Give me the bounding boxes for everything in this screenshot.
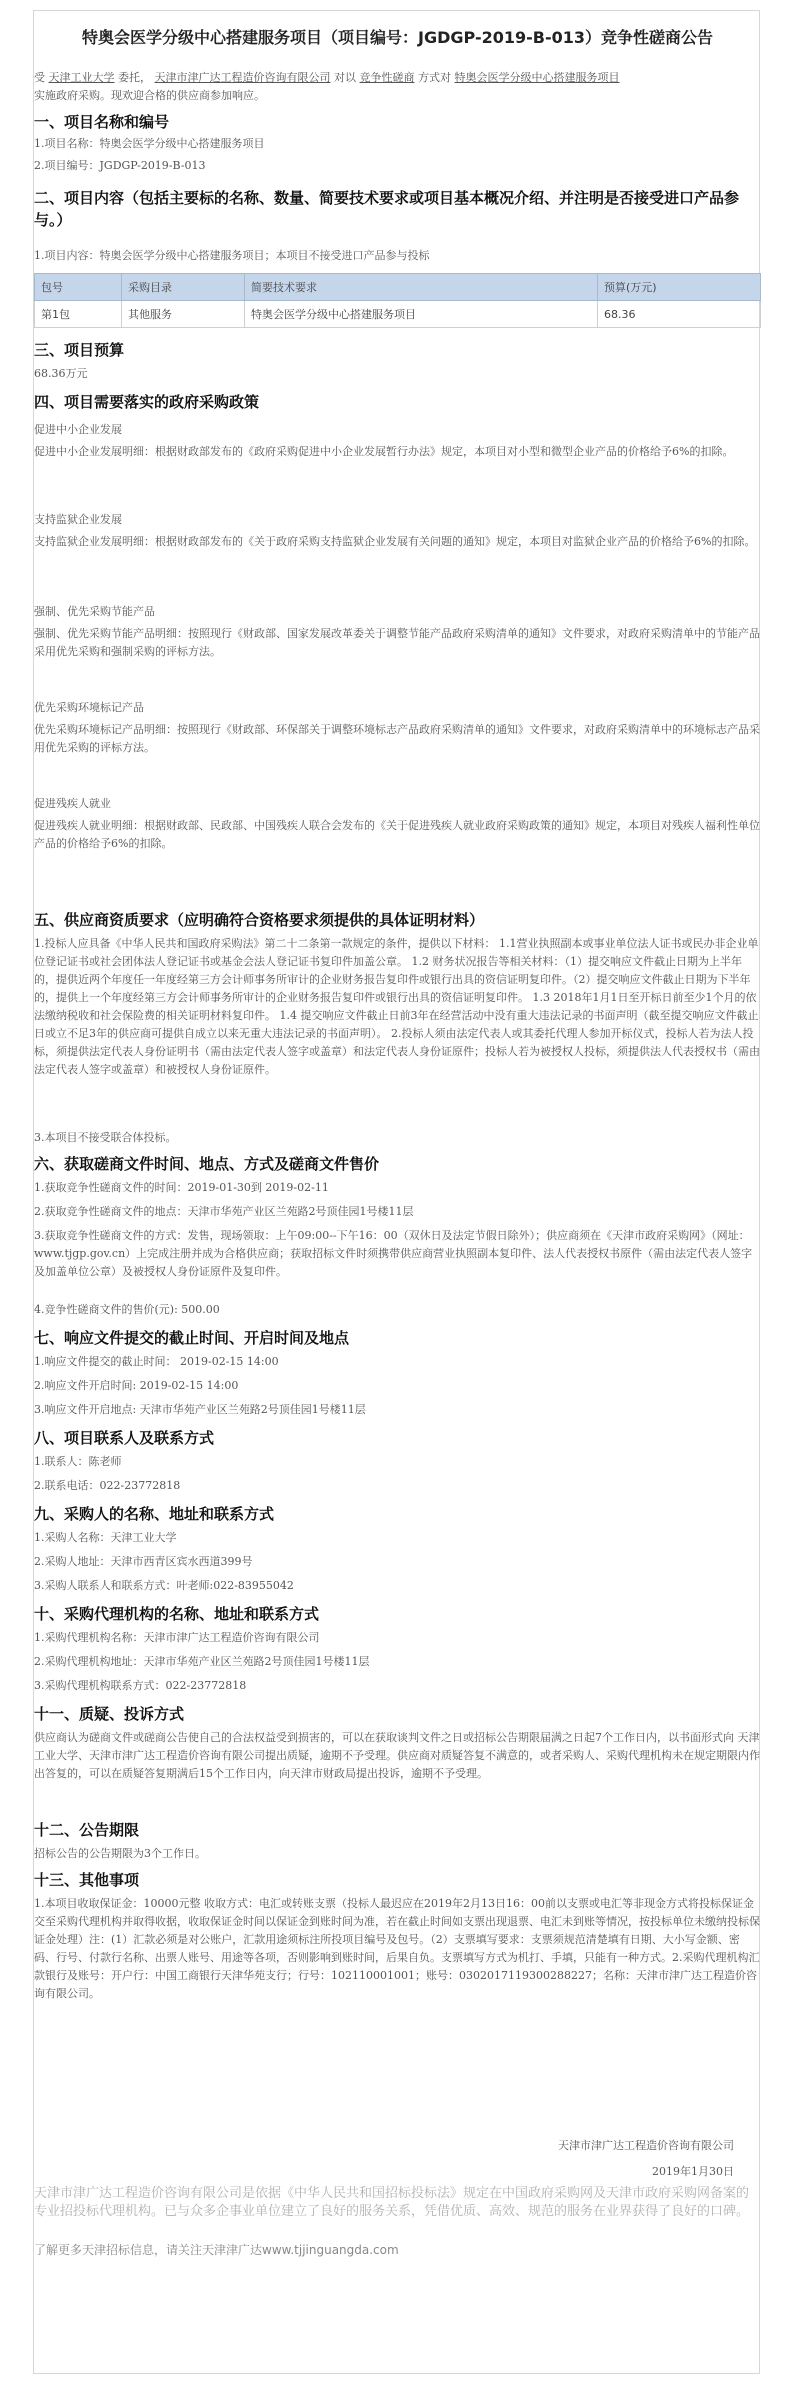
section-7-heading: 七、响应文件提交的截止时间、开启时间及地点 [34, 1329, 350, 1347]
section-7-line: 3.响应文件开启地点: 天津市华苑产业区兰苑路2号顶佳园1号楼11层 [34, 1403, 366, 1416]
section-13-line: 1.本项目收取保证金：10000元整 收取方式：电汇或转账支票（投标人最迟应在2019年2月13日16：00前以支票或电汇等非现金方式将投标保证金交至采购代理机构并取得收据，收取保证金时间以保证金到账时间为准，若在截止时间如支票出现退票、电汇未到账等情况，按投标单位未缴纳投标保证金处理）注：(1）汇款必须是对公账户，汇款用途须标注所投项目编号及包号。（2）支票填写要求：支票须规范清楚填有日期、大小写金额、密码、行号、付款行名称、出票人账号、用途等各项，否则影响到账时间，后果自负。支票填写方式为机打、手填，只能有一种方式。2.采购代理机构汇款银行及账号：开户行：中国工商银行天津华苑支行；行号：102110001001；账号：0302017119300288227；名称：天津市津广达工程造价咨询有限公司。 [34, 1897, 760, 2000]
table-cell: 68.36 [598, 301, 761, 328]
section-2-line: 1.项目内容：特奥会医学分级中心搭建服务项目；本项目不接受进口产品参与投标 [34, 249, 430, 262]
section-1-line: 1.项目名称：特奥会医学分级中心搭建服务项目 [34, 137, 265, 150]
package-table [34, 273, 761, 328]
table-cell: 特奥会医学分级中心搭建服务项目 [245, 301, 598, 328]
section-12-line: 招标公告的公告期限为3个工作日。 [34, 1847, 206, 1860]
section-7-line: 2.响应文件开启时间: 2019-02-15 14:00 [34, 1379, 239, 1392]
section-8-heading: 八、项目联系人及联系方式 [34, 1429, 215, 1447]
intro-text-a: 受 [34, 71, 45, 84]
section-11-line: 供应商认为磋商文件或磋商公告使自己的合法权益受到损害的，可以在获取谈判文件之日或招标公告期限届满之日起7个工作日内，以书面形式向 天津工业大学、天津市津广达工程造价咨询有限公司提出质疑，逾期不予受理。供应商对质疑答复不满意的，或者采购人、采购代理机构未在规定期限内作出答复的，可以在质疑答复期满后15个工作日内，向天津市财政局提出投诉，逾期不予受理。 [34, 1731, 760, 1780]
section-4-line: 强制、优先采购节能产品明细：按照现行《财政部、国家发展改革委关于调整节能产品政府采购清单的通知》文件要求，对政府采购清单中的节能产品采用优先采购和强制采购的评标方法。 [34, 627, 760, 658]
page-title: 特奥会医学分级中心搭建服务项目（项目编号：JGDGP-2019-B-013）竞争性磋商公告 [82, 28, 713, 47]
intro-line-2: 实施政府采购。现欢迎合格的供应商参加响应。 [34, 89, 265, 102]
section-5-line: 3.本项目不接受联合体投标。 [34, 1131, 177, 1144]
section-11-heading: 十一、质疑、投诉方式 [34, 1705, 185, 1723]
section-4-line: 促进中小企业发展 [34, 423, 122, 436]
section-5-line: 1.投标人应具备《中华人民共和国政府采购法》第二十二条第一款规定的条件，提供以下材料： 1.1营业执照副本或事业单位法人证书或民办非企业单位登记证书或社会团体法人登记证书或基金会法人登记证书复印件加盖公章。 1.2 财务状况报告等相关材料：（1）提交响应文件截止日期为上半年的，提供近两个年度任一年度经第三方会计师事务所审计的企业财务报告复印件或银行出具的资信证明复印件。（2）提交响应文件截止日期为下半年的，提供上一个年度经第三方会计师事务所审计的企业财务报告复印件或银行出具的资信证明复印件。 1.3 2018年1月1日至开标日前至少1个月的依法缴纳税收和社会保险费的相关证明材料复印件。 1.4 提交响应文件截止日前3年在经营活动中没有重大违法记录的书面声明（截至提交响应文件截止日或立不足3年的供应商可提供自成立以来无重大违法记录的书面声明）。 2.投标人须由法定代表人或其委托代理人参加开标仪式，投标人若为法人投标，须提供法定代表人身份证明书（需由法定代表人签字或盖章）和法定代表人身份证原件；投标人若为被授权人投标，须提供法人代表授权书（需由法定代表人签字或盖章）和被授权人身份证原件。 [34, 937, 760, 1076]
intro-text-c: 对以 [334, 71, 356, 84]
intro-text-b: 委托， [118, 71, 151, 84]
signature-date: 2019年1月30日 [652, 2165, 734, 2178]
section-1-line: 2.项目编号：JGDGP-2019-B-013 [34, 159, 206, 172]
section-6-line: 2.获取竞争性磋商文件的地点：天津市华苑产业区兰苑路2号顶佳园1号楼11层 [34, 1205, 414, 1218]
section-1-heading: 一、项目名称和编号 [34, 113, 170, 131]
section-6-heading: 六、获取磋商文件时间、地点、方式及磋商文件售价 [34, 1155, 380, 1173]
section-4-line: 促进残疾人就业 [34, 797, 111, 810]
section-3-line: 68.36万元 [34, 367, 88, 380]
section-7-line: 1.响应文件提交的截止时间： 2019-02-15 14:00 [34, 1355, 279, 1368]
section-4-line: 强制、优先采购节能产品 [34, 605, 155, 618]
table-row [35, 301, 761, 328]
table-cell: 其他服务 [122, 301, 245, 328]
section-12-heading: 十二、公告期限 [34, 1821, 140, 1839]
intro-method[interactable]: 竞争性磋商 [359, 71, 415, 84]
intro-org-1[interactable]: 天津工业大学 [48, 71, 115, 84]
section-6-line: 3.获取竞争性磋商文件的方式：发售，现场领取：上午09:00--下午16：00（双休日及法定节假日除外）；供应商须在《天津市政府采购网》（网址：www.tjgp.gov.cn）上完成注册并成为合格供应商；获取招标文件时须携带供应商营业执照副本复印件、法人代表授权书原件（需由法定代表人签字及加盖单位公章）及被授权人身份证原件及复印件。 [34, 1229, 753, 1278]
section-8-line: 1.联系人：陈老师 [34, 1455, 122, 1468]
section-6-line: 4.竞争性磋商文件的售价(元): 500.00 [34, 1303, 220, 1316]
document-frame [33, 10, 760, 2374]
table-cell: 第1包 [35, 301, 122, 328]
section-9-line: 1.采购人名称：天津工业大学 [34, 1531, 177, 1544]
intro-text-d: 方式对 [418, 71, 451, 84]
table-header: 预算(万元) [598, 274, 761, 301]
section-10-line: 1.采购代理机构名称：天津市津广达工程造价咨询有限公司 [34, 1631, 320, 1644]
table-header: 采购目录 [122, 274, 245, 301]
section-3-heading: 三、项目预算 [34, 341, 125, 359]
section-9-heading: 九、采购人的名称、地址和联系方式 [34, 1505, 275, 1523]
table-header: 简要技术要求 [245, 274, 598, 301]
section-9-line: 2.采购人地址：天津市西青区宾水西道399号 [34, 1555, 253, 1568]
section-4-heading: 四、项目需要落实的政府采购政策 [34, 393, 260, 411]
section-10-line: 2.采购代理机构地址：天津市华苑产业区兰苑路2号顶佳园1号楼11层 [34, 1655, 370, 1668]
section-4-line: 促进残疾人就业明细：根据财政部、民政部、中国残疾人联合会发布的《关于促进残疾人就业政府采购政策的通知》规定，本项目对残疾人福利性单位产品的价格给予6%的扣除。 [34, 819, 760, 850]
section-5-heading: 五、供应商资质要求（应明确符合资格要求须提供的具体证明材料） [34, 911, 485, 929]
footer-paragraph: 天津市津广达工程造价咨询有限公司是依据《中华人民共和国招标投标法》规定在中国政府采购网及天津市政府采购网备案的专业招投标代理机构。已与众多企事业单位建立了良好的服务关系，凭借优质、高效、规范的服务在业界获得了良好的口碑。 [34, 2186, 750, 2219]
table-header-row [35, 274, 761, 301]
section-6-line: 1.获取竞争性磋商文件的时间：2019-01-30到 2019-02-11 [34, 1181, 329, 1194]
section-4-line: 支持监狱企业发展 [34, 513, 122, 526]
section-10-heading: 十、采购代理机构的名称、地址和联系方式 [34, 1605, 320, 1623]
section-13-heading: 十三、其他事项 [34, 1871, 140, 1889]
section-9-line: 3.采购人联系人和联系方式：叶老师:022-83955042 [34, 1579, 294, 1592]
section-2-heading: 二、项目内容（包括主要标的名称、数量、简要技术要求或项目基本概况介绍、并注明是否接受进口产品参与。） [34, 189, 740, 229]
signature-org: 天津市津广达工程造价咨询有限公司 [558, 2139, 734, 2152]
table-header: 包号 [35, 274, 122, 301]
section-10-line: 3.采购代理机构联系方式：022-23772818 [34, 1679, 247, 1692]
section-8-line: 2.联系电话：022-23772818 [34, 1479, 181, 1492]
section-4-line: 优先采购环境标记产品明细：按照现行《财政部、环保部关于调整环境标志产品政府采购清单的通知》文件要求，对政府采购清单中的环境标志产品采用优先采购的评标方法。 [34, 723, 760, 754]
footer-link[interactable]: 了解更多天津招标信息，请关注天津津广达www.tjjinguangda.com [34, 2243, 399, 2257]
intro-org-2[interactable]: 天津市津广达工程造价咨询有限公司 [154, 71, 331, 84]
section-4-line: 优先采购环境标记产品 [34, 701, 144, 714]
intro-project[interactable]: 特奥会医学分级中心搭建服务项目 [454, 71, 620, 84]
section-4-line: 促进中小企业发展明细：根据财政部发布的《政府采购促进中小企业发展暂行办法》规定，本项目对小型和微型企业产品的价格给予6%的扣除。 [34, 445, 734, 458]
intro-line-1 [34, 69, 761, 87]
footer-more [34, 2241, 761, 2259]
section-4-line: 支持监狱企业发展明细：根据财政部发布的《关于政府采购支持监狱企业发展有关问题的通知》规定，本项目对监狱企业产品的价格给予6%的扣除。 [34, 535, 756, 548]
